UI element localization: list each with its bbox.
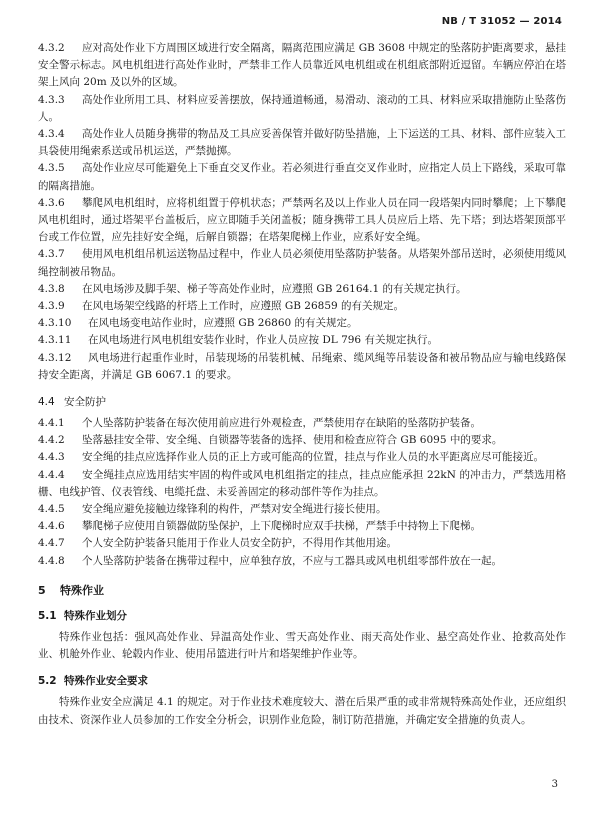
clause-number: 4.3.3 <box>38 93 65 106</box>
clause-text: 在风电场架空线路的杆塔上工作时，应遵照 GB 26859 的有关规定。 <box>82 300 405 313</box>
clause-item <box>38 160 566 194</box>
clause-number: 4.3.12 <box>38 351 72 364</box>
clause-text: 攀爬风电机组时，应将机组置于停机状态；严禁两名及以上作业人员在同一段塔架内同时攀爬；上下攀爬风电机组时，通过塔架平台盖板后，应立即随手关闭盖板；随身携带工具人员应后上塔、先下塔；到达塔架顶部平台或工作位置，应先挂好安全绳，后解自锁器；在塔架爬梯上作业，应系好安全绳。 <box>38 196 566 244</box>
clause-item <box>38 467 566 501</box>
clause-text: 个人坠落防护装备在每次使用前应进行外观检查，严禁使用存在缺陷的坠落防护装备。 <box>82 417 481 430</box>
clause-list-4-4 <box>38 415 566 570</box>
clause-item <box>38 350 566 384</box>
clause-item <box>38 195 566 247</box>
clause-text: 在风电场变电站作业时，应遵照 GB 26860 的有关规定。 <box>88 317 358 330</box>
clause-number: 4.3.10 <box>38 317 72 330</box>
standard-number-header: NB / T 31052 — 2014 <box>441 16 562 27</box>
clause-number: 4.3.4 <box>38 128 65 141</box>
clause-text: 安全绳挂点应选用结实牢固的构件或风电机组指定的挂点，挂点应能承担 22kN 的冲击力，严禁选用格栅、电线护管、仪表管线、电缆托盘、未妥善固定的移动部件等作为挂点。 <box>38 468 566 498</box>
clause-number: 4.3.9 <box>38 300 65 313</box>
section-number: 5 <box>38 583 46 597</box>
clause-number: 4.3.11 <box>38 334 72 347</box>
clause-item <box>38 553 566 570</box>
section-number: 4.4 <box>38 396 55 409</box>
clause-item <box>38 415 566 432</box>
clause-number: 4.4.8 <box>38 554 65 567</box>
clause-text: 坠落悬挂安全带、安全绳、自锁器等装备的选择、使用和检查应符合 GB 6095 中的要求。 <box>82 434 503 447</box>
clause-number: 4.3.6 <box>38 196 65 209</box>
clause-number: 4.3.8 <box>38 282 65 295</box>
section-title: 特殊作业安全要求 <box>64 675 148 688</box>
clause-text: 应对高处作业下方周围区域进行安全隔离，隔离范围应满足 GB 3608 中规定的坠落防护距离要求，悬挂安全警示标志。风电机组进行高处作业时，严禁非工作人员靠近风电机组或在机组底部附近逗留。车辆应停泊在塔架上风向 20m 及以外的区域。 <box>38 42 566 89</box>
clause-number: 4.3.5 <box>38 162 65 175</box>
clause-number: 4.4.6 <box>38 520 65 533</box>
clause-item <box>38 40 566 92</box>
section-title: 特殊作业 <box>60 583 104 597</box>
clause-text: 个人安全防护装备只能用于作业人员安全防护，不得用作其他用途。 <box>82 537 397 550</box>
section-5-1-heading <box>38 608 566 623</box>
clause-number: 4.4.3 <box>38 451 65 464</box>
clause-item <box>38 315 566 332</box>
clause-number: 4.3.2 <box>38 42 65 54</box>
clause-text: 使用风电机组吊机运送物品过程中，作业人员必须使用坠落防护装备。从塔架外部吊送时，必须使用缆风绳控制被吊物品。 <box>38 248 566 278</box>
section-5-1-paragraph: 特殊作业包括：强风高处作业、异温高处作业、雪天高处作业、雨天高处作业、悬空高处作业、抢救高处作业、机舱外作业、轮毂内作业、使用吊篮进行叶片和塔架维护作业等。 <box>38 630 566 661</box>
section-number: 5.2 <box>38 675 57 688</box>
clause-number: 4.3.7 <box>38 248 65 261</box>
clause-item <box>38 246 566 280</box>
clause-text: 攀爬梯子应使用自锁器做防坠保护，上下爬梯时应双手扶梯，严禁手中持物上下爬梯。 <box>82 520 481 533</box>
section-title: 特殊作业划分 <box>64 609 127 622</box>
clause-number: 4.4.4 <box>38 468 65 481</box>
page-number: 3 <box>551 779 558 790</box>
section-title: 安全防护 <box>64 396 106 409</box>
clause-list-4-3 <box>38 40 566 384</box>
clause-text: 高处作业人员随身携带的物品及工具应妥善保管并做好防坠措施，上下运送的工具、材料、部件应装入工具袋使用绳索系送或吊机运送，严禁抛掷。 <box>38 128 566 158</box>
clause-item <box>38 92 566 126</box>
clause-number: 4.4.5 <box>38 503 65 516</box>
clause-text: 在风电场涉及脚手架、梯子等高处作业时，应遵照 GB 26164.1 的有关规定执行。 <box>82 282 467 295</box>
clause-text: 在风电场进行风电机组安装作业时，作业人员应按 DL 796 有关规定执行。 <box>88 334 438 347</box>
section-5-2-paragraph: 特殊作业安全应满足 4.1 的规定。对于作业技术难度较大、潜在后果严重的或非常规特殊高处作业，还应组织由技术、资深作业人员参加的工作安全分析会，识别作业危险，制订防范措施，并确定安全措施的负责人。 <box>38 696 566 726</box>
clause-item <box>38 535 566 552</box>
section-5-2-heading <box>38 673 566 688</box>
clause-number: 4.4.7 <box>38 537 65 550</box>
clause-item <box>38 518 566 535</box>
clause-item <box>38 501 566 518</box>
clause-number: 4.4.2 <box>38 434 65 447</box>
clause-item <box>38 449 566 466</box>
clause-text: 安全绳的挂点应选择作业人员的正上方或可能高的位置，挂点与作业人员的水平距离应尽可能接近。 <box>82 451 544 464</box>
clause-text: 高处作业应尽可能避免上下垂直交叉作业。若必须进行垂直交叉作业时，应指定人员上下路线，采取可靠的隔离措施。 <box>38 162 566 192</box>
page-content <box>38 40 566 729</box>
clause-text: 风电场进行起重作业时，吊装现场的吊装机械、吊绳索、缆风绳等吊装设备和被吊物品应与输电线路保持安全距离，并满足 GB 6067.1 的要求。 <box>38 351 566 381</box>
clause-item <box>38 332 566 349</box>
section-5-heading <box>38 582 566 598</box>
clause-item <box>38 126 566 160</box>
section-4-4-heading <box>38 394 566 409</box>
section-number: 5.1 <box>38 609 57 622</box>
clause-item <box>38 432 566 449</box>
clause-text: 高处作业所用工具、材料应妥善摆放，保持通道畅通，易滑动、滚动的工具、材料应采取措施防止坠落伤人。 <box>38 93 566 123</box>
clause-text: 安全绳应避免接触边缘锋利的构件，严禁对安全绳进行接长使用。 <box>82 503 387 516</box>
clause-text: 个人坠落防护装备在携带过程中，应单独存放，不应与工器具或风电机组零部件放在一起。 <box>82 554 502 567</box>
clause-number: 4.4.1 <box>38 417 65 430</box>
clause-item <box>38 281 566 298</box>
clause-item <box>38 298 566 315</box>
